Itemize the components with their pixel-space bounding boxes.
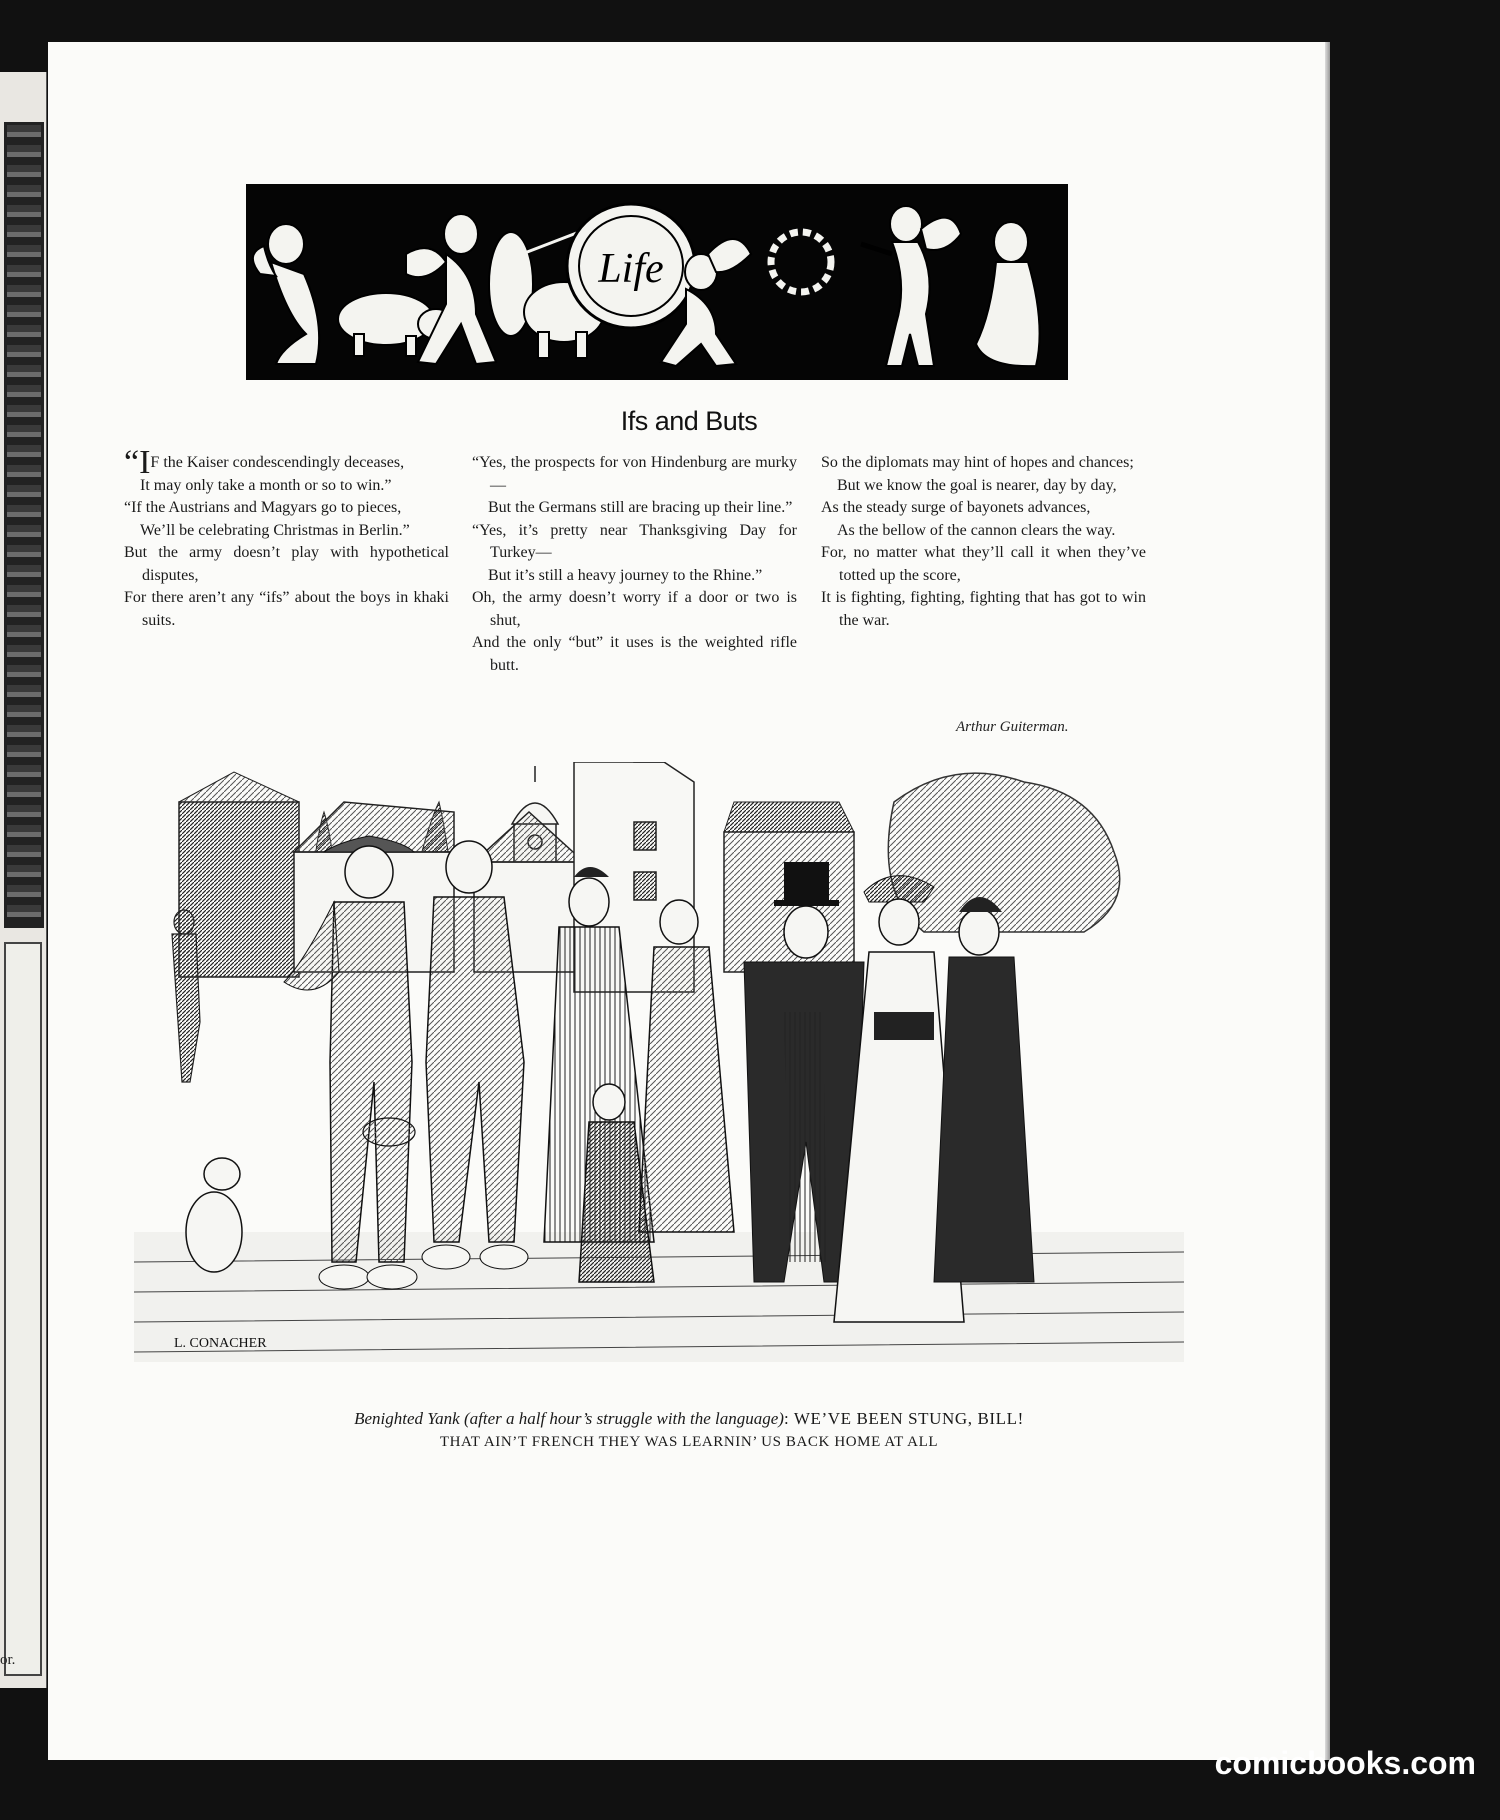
poem-author: Arthur Guiterman.	[956, 719, 1069, 735]
poem-line: For there aren’t any “ifs” about the boys in khaki suits.	[124, 589, 449, 629]
poem-column-1	[124, 444, 449, 632]
previous-page-text: or.	[0, 1652, 16, 1668]
poem-line: Oh, the army doesn’t worry if a door or two is shut,	[472, 589, 797, 629]
caption-stage-direction: (after a half hour’s struggle with the language)	[463, 1409, 784, 1428]
poem-line: As the steady surge of bayonets advances,	[821, 499, 1091, 516]
caption-speaker: Benighted Yank	[354, 1409, 460, 1428]
poem-line: But it’s still a heavy journey to the Rhine.”	[488, 566, 763, 584]
poem-column-2	[472, 452, 797, 677]
laurel-wreath-icon	[771, 232, 831, 292]
caption-quote-part-1: : WE’VE BEEN STUNG, BILL!	[783, 1409, 1024, 1428]
life-logo-text: Life	[598, 246, 664, 292]
poem-column-3	[821, 452, 1146, 632]
older-woman	[639, 900, 734, 1232]
poem-title: Ifs and Buts	[620, 406, 758, 436]
life-drum-logo	[567, 204, 695, 328]
cherub-banner-art	[246, 184, 1068, 380]
poem-line: “If the Austrians and Magyars go to pieces,	[124, 499, 402, 516]
poem-line: “Yes, it’s pretty near Thanksgiving Day for Turkey—	[472, 521, 797, 561]
life-masthead-banner	[246, 184, 1068, 380]
cherub-figure	[861, 206, 961, 366]
cartoon-caption-line-2: THAT AIN’T FRENCH THEY WAS LEARNIN’ US BACK HOME AT ALL	[439, 1434, 939, 1450]
poem-line: It is fighting, fighting, fighting that has got to win the war.	[821, 589, 1146, 629]
cartoon-caption-line-1	[48, 1409, 1330, 1429]
poem-line: We’ll be celebrating Christmas in Berlin.”	[140, 521, 410, 539]
poem-line: But the Germans still are bracing up their line.”	[488, 499, 793, 516]
poem-line: “Yes, the prospects for von Hindenburg are murky—	[472, 454, 797, 494]
previous-page-panel	[4, 942, 42, 1676]
poem-line: But the army doesn’t play with hypothetical disputes,	[124, 544, 449, 584]
small-dog	[186, 1158, 242, 1272]
drop-cap: “I	[124, 444, 151, 481]
page-gutter	[1325, 42, 1330, 1760]
woman-in-shawl	[934, 897, 1034, 1282]
site-watermark: comicbooks.com	[1214, 1745, 1476, 1781]
cherub-figure	[253, 224, 319, 364]
running-dog	[363, 1118, 415, 1146]
tree	[888, 773, 1119, 932]
poem-line-text: F the Kaiser condescendingly deceases,	[150, 454, 405, 471]
poem-line: It may only take a month or so to win.”	[140, 476, 392, 494]
cherub-figure	[976, 222, 1040, 366]
town-square-scene	[134, 762, 1184, 1362]
poem-line: For, no matter what they’ll call it when they’ve totted up the score,	[821, 544, 1146, 584]
poem-line	[124, 444, 449, 481]
artist-signature: L. CONACHER	[174, 1336, 267, 1351]
poem-line: But we know the goal is nearer, day by day,	[837, 476, 1117, 494]
previous-page-illustration	[4, 122, 44, 928]
poem-line: And the only “but” it uses is the weighted rifle butt.	[472, 634, 797, 674]
background-soldier	[172, 910, 200, 1082]
cartoon-illustration	[134, 762, 1184, 1362]
magazine-page	[48, 42, 1330, 1760]
previous-page-edge	[0, 72, 47, 1688]
poem-line: So the diplomats may hint of hopes and chances;	[821, 454, 1134, 471]
poem-line: As the bellow of the cannon clears the way.	[837, 521, 1116, 539]
